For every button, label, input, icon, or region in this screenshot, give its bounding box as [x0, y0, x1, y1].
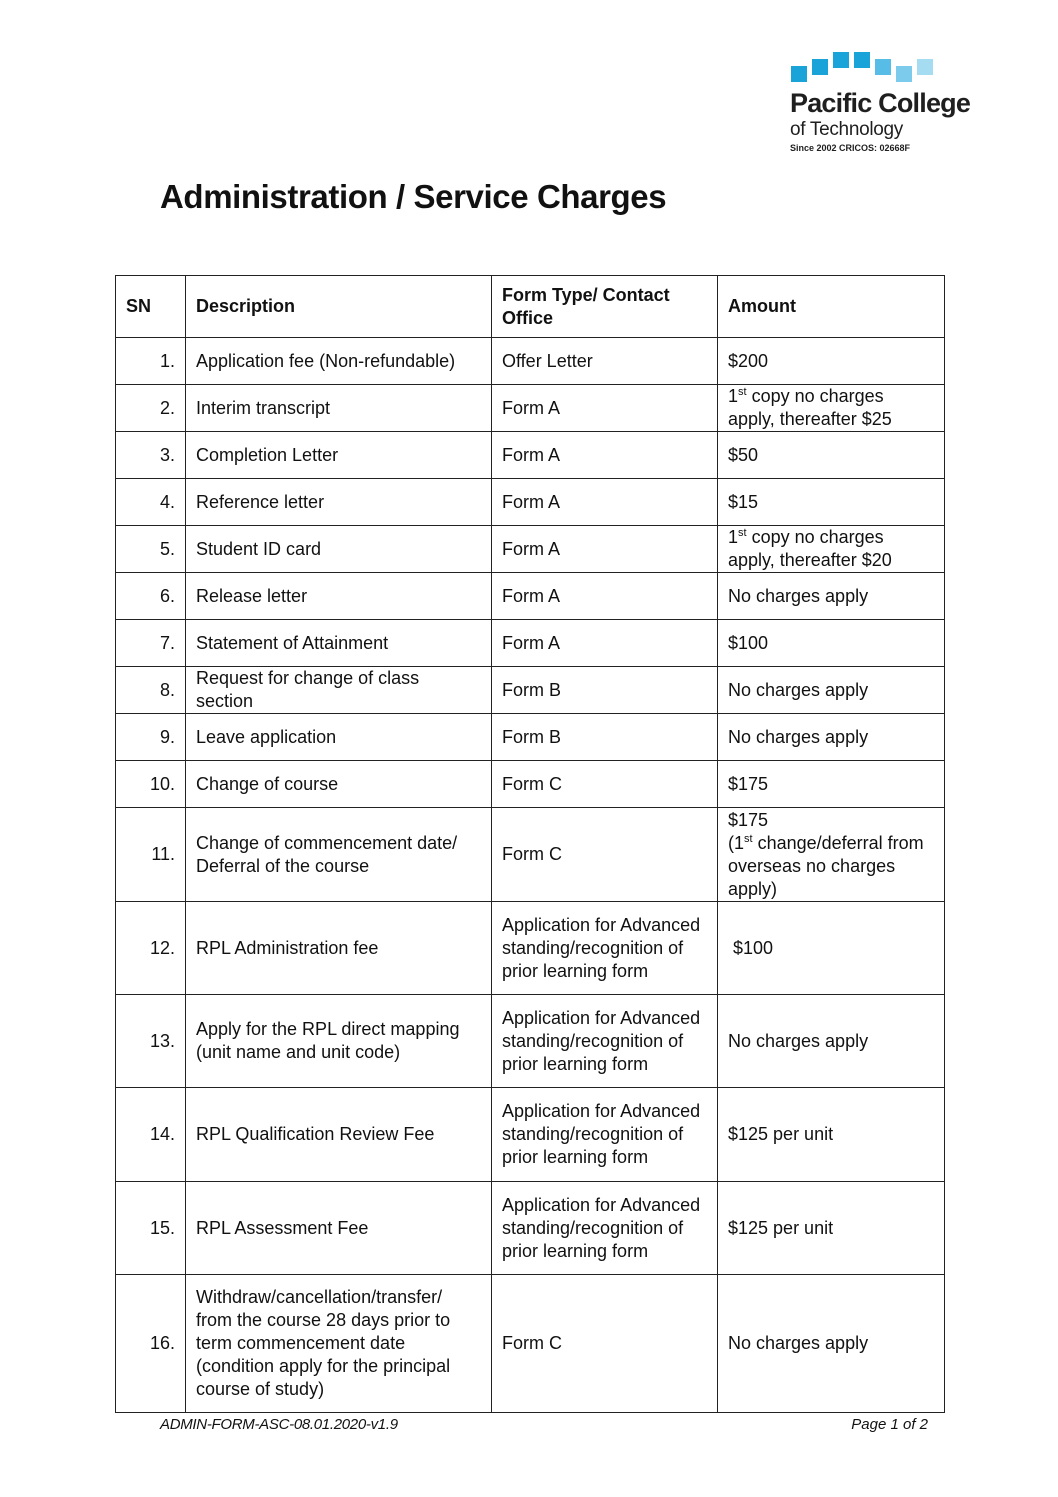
logo-square	[896, 66, 912, 82]
row-sn: 3.	[116, 432, 186, 479]
logo-subtitle: of Technology	[790, 119, 904, 140]
table-row	[116, 620, 945, 667]
row-sn: 9.	[116, 714, 186, 761]
row-amount: $175	[718, 761, 945, 808]
row-amount: $100	[718, 902, 945, 995]
amount-ordinal-suffix: st	[738, 386, 747, 398]
table-row	[116, 479, 945, 526]
logo-square	[812, 59, 828, 75]
row-amount	[718, 808, 945, 902]
footer-document-code: ADMIN-FORM-ASC-08.01.2020-v1.9	[160, 1416, 398, 1433]
footer-page-number: Page 1 of 2	[851, 1416, 928, 1433]
row-amount: $125 per unit	[718, 1088, 945, 1182]
table-row	[116, 995, 945, 1088]
row-form: Form C	[492, 808, 718, 902]
amount-ordinal-number: 1	[728, 386, 739, 406]
row-sn: 8.	[116, 667, 186, 714]
row-amount: $125 per unit	[718, 1182, 945, 1275]
header-form-type: Form Type/ Contact Office	[492, 276, 718, 338]
table-row	[116, 385, 945, 432]
table-row	[116, 1275, 945, 1413]
amount-ordinal-number: 1	[728, 527, 739, 547]
table-row	[116, 1088, 945, 1182]
row-form: Application for Advanced standing/recognition of prior learning form	[492, 995, 718, 1088]
row-sn: 5.	[116, 526, 186, 573]
table-header-row	[116, 276, 945, 338]
row-description: RPL Assessment Fee	[186, 1182, 492, 1275]
table-row	[116, 667, 945, 714]
row-form: Form A	[492, 385, 718, 432]
table-row	[116, 338, 945, 385]
logo-since-cricos: Since 2002 CRICOS: 02668F	[790, 143, 911, 153]
amount-text: copy no charges apply, thereafter $25	[728, 386, 892, 429]
row-description: Request for change of class section	[186, 667, 492, 714]
page-title: Administration / Service Charges	[160, 178, 667, 215]
table-row	[116, 1182, 945, 1275]
table-row	[116, 761, 945, 808]
table-row	[116, 432, 945, 479]
row-description: RPL Administration fee	[186, 902, 492, 995]
row-description: Student ID card	[186, 526, 492, 573]
row-amount	[718, 526, 945, 573]
row-form: Form C	[492, 1275, 718, 1413]
amount-text: copy no charges apply, thereafter $20	[728, 527, 892, 570]
table-row	[116, 902, 945, 995]
table-row	[116, 808, 945, 902]
row-amount	[718, 385, 945, 432]
amount-text: change/deferral from overseas no charges apply)	[728, 832, 924, 899]
row-amount: No charges apply	[718, 995, 945, 1088]
row-sn: 4.	[116, 479, 186, 526]
row-description: Withdraw/cancellation/transfer/ from the course 28 days prior to term commencement date (condition apply for the principal course of study)	[186, 1275, 492, 1413]
row-sn: 16.	[116, 1275, 186, 1413]
row-description: Completion Letter	[186, 432, 492, 479]
row-sn: 6.	[116, 573, 186, 620]
logo-squares-graphic	[788, 52, 993, 82]
row-amount: $200	[718, 338, 945, 385]
row-form: Form B	[492, 667, 718, 714]
logo-square	[917, 59, 933, 75]
row-description: Apply for the RPL direct mapping (unit name and unit code)	[186, 995, 492, 1088]
row-description: Interim transcript	[186, 385, 492, 432]
row-description: Change of commencement date/ Deferral of the course	[186, 808, 492, 902]
row-sn: 10.	[116, 761, 186, 808]
row-form: Form A	[492, 432, 718, 479]
row-sn: 15.	[116, 1182, 186, 1275]
college-logo	[788, 52, 993, 156]
header-sn: SN	[116, 276, 186, 338]
row-description: Change of course	[186, 761, 492, 808]
row-form: Form A	[492, 526, 718, 573]
row-form: Application for Advanced standing/recognition of prior learning form	[492, 1182, 718, 1275]
logo-name: Pacific College	[790, 88, 971, 118]
table-row	[116, 526, 945, 573]
header-amount: Amount	[718, 276, 945, 338]
row-form: Form A	[492, 573, 718, 620]
logo-square	[854, 52, 870, 68]
row-sn: 7.	[116, 620, 186, 667]
row-form: Form A	[492, 620, 718, 667]
amount-ordinal-suffix: st	[738, 527, 747, 539]
table-row	[116, 714, 945, 761]
row-amount: No charges apply	[718, 1275, 945, 1413]
logo-square	[833, 52, 849, 68]
row-form: Form C	[492, 761, 718, 808]
row-description: Reference letter	[186, 479, 492, 526]
amount-ordinal-suffix: st	[744, 832, 753, 845]
row-form: Offer Letter	[492, 338, 718, 385]
header-description: Description	[186, 276, 492, 338]
row-description: Leave application	[186, 714, 492, 761]
row-description: RPL Qualification Review Fee	[186, 1088, 492, 1182]
row-amount: $50	[718, 432, 945, 479]
row-sn: 12.	[116, 902, 186, 995]
row-form: Application for Advanced standing/recognition of prior learning form	[492, 1088, 718, 1182]
row-sn: 13.	[116, 995, 186, 1088]
row-form: Application for Advanced standing/recognition of prior learning form	[492, 902, 718, 995]
row-amount: No charges apply	[718, 667, 945, 714]
row-sn: 11.	[116, 808, 186, 902]
row-sn: 1.	[116, 338, 186, 385]
row-description: Statement of Attainment	[186, 620, 492, 667]
row-amount: No charges apply	[718, 714, 945, 761]
amount-line: $175	[728, 809, 769, 830]
row-amount: $100	[718, 620, 945, 667]
row-sn: 2.	[116, 385, 186, 432]
logo-square	[875, 59, 891, 75]
charges-table	[115, 275, 945, 1413]
row-description: Release letter	[186, 573, 492, 620]
logo-square	[791, 66, 807, 82]
row-description: Application fee (Non-refundable)	[186, 338, 492, 385]
row-form: Form A	[492, 479, 718, 526]
row-sn: 14.	[116, 1088, 186, 1182]
table-row	[116, 573, 945, 620]
amount-ordinal-number: (1	[728, 832, 745, 853]
row-amount: No charges apply	[718, 573, 945, 620]
row-form: Form B	[492, 714, 718, 761]
row-amount: $15	[718, 479, 945, 526]
